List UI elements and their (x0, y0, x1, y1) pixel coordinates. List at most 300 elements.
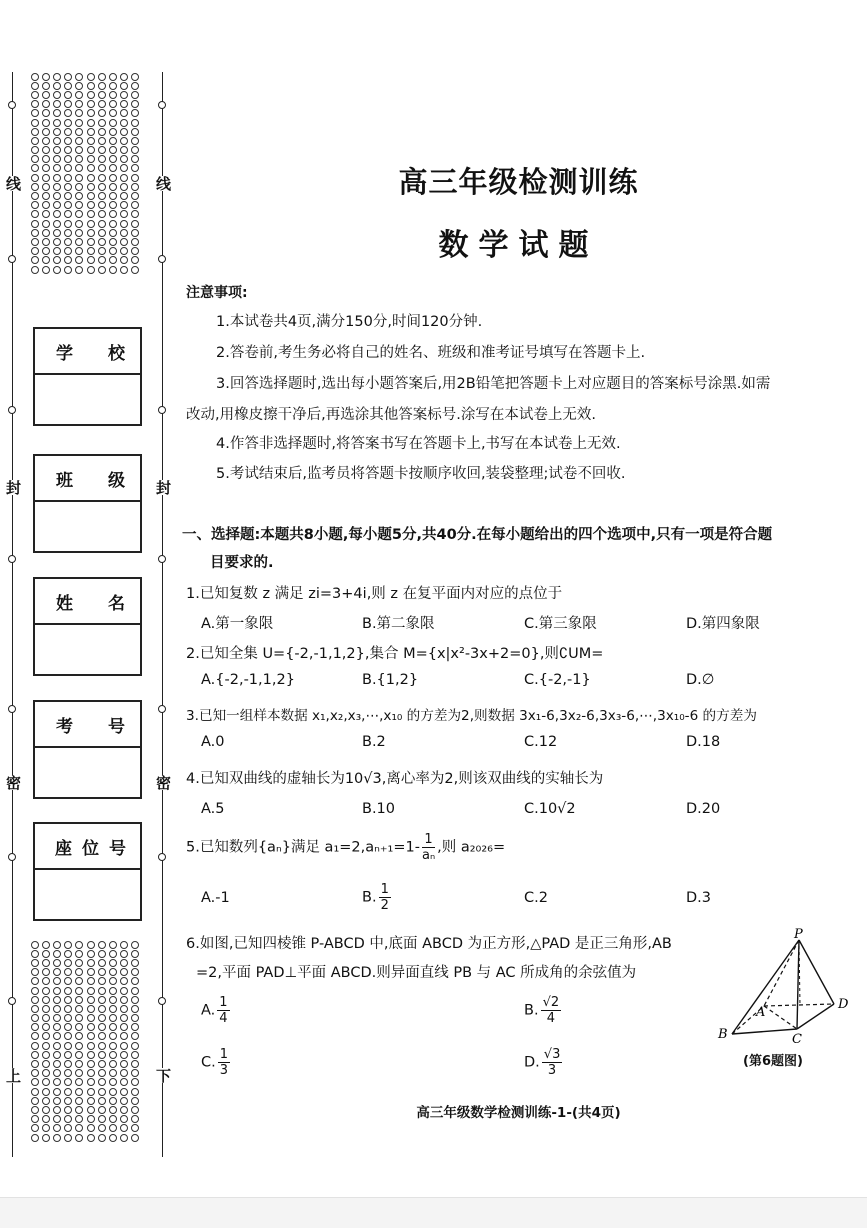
binding-ring (8, 853, 16, 861)
decorative-dot (75, 137, 83, 145)
decorative-dot (131, 1060, 139, 1068)
binding-ring (8, 705, 16, 713)
decorative-dot (42, 1023, 50, 1031)
decorative-dot (75, 950, 83, 958)
decorative-dot (53, 1032, 61, 1040)
decorative-dot (131, 266, 139, 274)
fraction-numerator: 1 (380, 882, 389, 897)
decorative-dot (98, 137, 106, 145)
decorative-dot (87, 1014, 95, 1022)
label-char: 校 (108, 343, 125, 364)
q2-option-c[interactable]: C.{-2,-1} (524, 672, 591, 688)
decorative-dot (87, 119, 95, 127)
decorative-dot (75, 1042, 83, 1050)
note-item: 4.作答非选择题时,将答案书写在答题卡上,书写在本试卷上无效. (216, 436, 621, 452)
q6-option-b[interactable] (524, 995, 563, 1026)
decorative-dot (131, 119, 139, 127)
decorative-dot (31, 210, 39, 218)
decorative-dot (87, 109, 95, 117)
binding-ring (158, 705, 166, 713)
decorative-dot (64, 977, 72, 985)
decorative-dot (75, 128, 83, 136)
decorative-dot (131, 109, 139, 117)
decorative-dot (87, 137, 95, 145)
decorative-dot (42, 210, 50, 218)
decorative-dot (42, 996, 50, 1004)
decorative-dot (31, 941, 39, 949)
decorative-dot (42, 82, 50, 90)
q4-option-c[interactable]: C.10√2 (524, 801, 576, 817)
class-field-box[interactable] (33, 454, 142, 553)
decorative-dot (98, 1069, 106, 1077)
q3-option-b[interactable]: B.2 (362, 734, 386, 750)
decorative-dot (120, 128, 128, 136)
decorative-dot (53, 82, 61, 90)
page-footer: 高三年级数学检测训练-1-(共4页) (416, 1105, 621, 1121)
decorative-dot (120, 959, 128, 967)
decorative-dot (64, 1069, 72, 1077)
decorative-dot (42, 941, 50, 949)
decorative-dot (42, 968, 50, 976)
decorative-dot (109, 146, 117, 154)
decorative-dot (120, 1014, 128, 1022)
decorative-dot (53, 1051, 61, 1059)
decorative-dot (31, 968, 39, 976)
decorative-dot (109, 1088, 117, 1096)
q2-option-a[interactable]: A.{-2,-1,1,2} (201, 672, 295, 688)
fraction-denominator: 2 (380, 898, 389, 913)
label-char: 座 (55, 838, 72, 859)
name-input-area[interactable] (35, 625, 140, 674)
decorative-dot (75, 266, 83, 274)
decorative-dot (87, 1088, 95, 1096)
decorative-dot (75, 109, 83, 117)
decorative-dot (87, 73, 95, 81)
q3-option-a[interactable]: A.0 (201, 734, 225, 750)
label-char: 级 (108, 470, 125, 491)
decorative-dot (64, 100, 72, 108)
note-item: 1.本试卷共4页,满分150分,时间120分钟. (216, 314, 483, 330)
decorative-dot (120, 91, 128, 99)
decorative-dot (120, 100, 128, 108)
decorative-dot (98, 1051, 106, 1059)
decorative-dot (87, 1051, 95, 1059)
decorative-dot (131, 146, 139, 154)
decorative-dot (31, 1060, 39, 1068)
decorative-dot (31, 1005, 39, 1013)
decorative-dot (98, 73, 106, 81)
decorative-dot (64, 987, 72, 995)
decorative-dot (53, 968, 61, 976)
binding-char: 线 (154, 176, 172, 191)
decorative-dot (98, 941, 106, 949)
binding-ring (8, 555, 16, 563)
decorative-dot (64, 1051, 72, 1059)
decorative-dot (87, 100, 95, 108)
decorative-dot (64, 1014, 72, 1022)
decorative-dot (64, 1042, 72, 1050)
decorative-dot (75, 1051, 83, 1059)
q6-option-c[interactable] (201, 1047, 232, 1078)
decorative-dot (120, 987, 128, 995)
decorative-dot (131, 968, 139, 976)
decorative-dot (131, 210, 139, 218)
exam-number-input-area[interactable] (35, 748, 140, 797)
decorative-dot (120, 941, 128, 949)
decorative-dot (98, 1134, 106, 1142)
decorative-dot (53, 1005, 61, 1013)
decorative-dot (75, 201, 83, 209)
decorative-dot (75, 91, 83, 99)
decorative-dot (109, 1060, 117, 1068)
binding-char: 线 (4, 176, 22, 191)
option-letter: D. (524, 1054, 540, 1071)
binding-ring (8, 997, 16, 1005)
page-subtitle: 数学试题 (438, 228, 599, 263)
decorative-dot (131, 1088, 139, 1096)
decorative-dot (31, 1124, 39, 1132)
decorative-dot (31, 109, 39, 117)
decorative-dot (120, 73, 128, 81)
binding-ring (158, 406, 166, 414)
decorative-dot (120, 1005, 128, 1013)
decorative-dot (42, 977, 50, 985)
decorative-dot (31, 987, 39, 995)
decorative-dot (31, 73, 39, 81)
decorative-dot (109, 987, 117, 995)
decorative-dot (87, 1032, 95, 1040)
q3-option-d[interactable]: D.18 (686, 734, 721, 750)
decorative-dot (131, 1124, 139, 1132)
q1-option-a[interactable]: A.第一象限 (201, 616, 274, 632)
label-char: 号 (109, 838, 126, 859)
q5-stem-part: ,则 a₂₀₂₆= (437, 839, 506, 856)
q5-stem-part: 5.已知数列{aₙ}满足 a₁=2,aₙ₊₁=1- (186, 839, 420, 856)
fraction-denominator: 4 (546, 1011, 555, 1026)
decorative-dot (98, 977, 106, 985)
decorative-dot (87, 91, 95, 99)
decorative-dot (75, 119, 83, 127)
decorative-dot (98, 109, 106, 117)
decorative-dot (42, 1060, 50, 1068)
decorative-dot (109, 996, 117, 1004)
decorative-dot (120, 1051, 128, 1059)
decorative-dot (53, 73, 61, 81)
q4-option-d[interactable]: D.20 (686, 801, 721, 817)
edge-PA (764, 940, 799, 1006)
decorative-dot (120, 1134, 128, 1142)
decorative-dot (87, 1042, 95, 1050)
decorative-dot (75, 100, 83, 108)
question-6-stem-line1: 6.如图,已知四棱锥 P-ABCD 中,底面 ABCD 为正方形,△PAD 是正三角形,AB (186, 936, 672, 952)
decorative-dot (64, 950, 72, 958)
q1-option-b[interactable]: B.第二象限 (362, 616, 435, 632)
decorative-dot (42, 266, 50, 274)
q3-option-c[interactable]: C.12 (524, 734, 558, 750)
decorative-dot (98, 1060, 106, 1068)
diagonal-AC (764, 1006, 797, 1029)
edge-AD (764, 1004, 834, 1006)
decorative-dot (87, 996, 95, 1004)
decorative-dot (53, 977, 61, 985)
label-char: 班 (56, 470, 73, 491)
exam-number-label (35, 702, 140, 748)
decorative-dot (31, 996, 39, 1004)
decorative-dot (87, 987, 95, 995)
decorative-dot (31, 100, 39, 108)
decorative-dot (64, 996, 72, 1004)
question-3-stem: 3.已知一组样本数据 x₁,x₂,x₃,⋯,x₁₀ 的方差为2,则数据 3x₁-6,3x₂-6,3x₃-6,⋯,3x₁₀-6 的方差为 (186, 708, 757, 724)
q5-option-d[interactable]: D.3 (686, 890, 711, 906)
decorative-dot (131, 1069, 139, 1077)
pyramid-figure (712, 926, 862, 1046)
decorative-dot (98, 146, 106, 154)
option-fraction (541, 995, 562, 1026)
decorative-dot (120, 1060, 128, 1068)
decorative-dot (53, 1078, 61, 1086)
decorative-dot (64, 941, 72, 949)
decorative-dot (42, 119, 50, 127)
decorative-dot (120, 82, 128, 90)
decorative-dot (75, 73, 83, 81)
school-input-area[interactable] (35, 375, 140, 424)
decorative-dot (131, 950, 139, 958)
decorative-dot (87, 128, 95, 136)
decorative-dot (53, 201, 61, 209)
decorative-dot (75, 968, 83, 976)
decorative-dot (53, 100, 61, 108)
decorative-dot (120, 119, 128, 127)
decorative-dot (42, 1051, 50, 1059)
decorative-dot (31, 1042, 39, 1050)
name-field-box[interactable] (33, 577, 142, 676)
decorative-dot (75, 996, 83, 1004)
decorative-dot (53, 1124, 61, 1132)
section-heading: 一、选择题:本题共8小题,每小题5分,共40分.在每小题给出的四个选项中,只有一项是符合题 (182, 527, 773, 543)
decorative-dot (87, 266, 95, 274)
decorative-dot (131, 1134, 139, 1142)
decorative-dot (75, 1023, 83, 1031)
decorative-dot (64, 146, 72, 154)
decorative-dot (98, 950, 106, 958)
decorative-dot (53, 959, 61, 967)
decorative-dot (87, 1078, 95, 1086)
fraction-numerator: 1 (424, 832, 433, 847)
decorative-dot (98, 1014, 106, 1022)
decorative-dot (131, 128, 139, 136)
decorative-dot (109, 1005, 117, 1013)
decorative-dot (120, 977, 128, 985)
option-fraction (379, 882, 391, 913)
decorative-dot (31, 119, 39, 127)
decorative-dot (64, 73, 72, 81)
decorative-dot (64, 119, 72, 127)
decorative-dot (98, 1042, 106, 1050)
decorative-dot (75, 1005, 83, 1013)
class-input-area[interactable] (35, 502, 140, 551)
seat-number-field-box[interactable] (33, 822, 142, 921)
decorative-dot (120, 968, 128, 976)
decorative-dot (109, 1051, 117, 1059)
seat-number-label (35, 824, 140, 870)
decorative-dot (31, 1078, 39, 1086)
question-6-stem-line2: =2,平面 PAD⊥平面 ABCD.则异面直线 PB 与 AC 所成角的余弦值为 (196, 965, 637, 981)
option-fraction (218, 1047, 230, 1078)
decorative-dot (64, 1088, 72, 1096)
decorative-dot (98, 1124, 106, 1132)
decorative-dot (131, 996, 139, 1004)
decorative-dot (42, 987, 50, 995)
decorative-dot (53, 109, 61, 117)
school-label (35, 329, 140, 375)
decorative-dot (64, 91, 72, 99)
decorative-dot (131, 1051, 139, 1059)
decorative-dot (53, 996, 61, 1004)
section-heading-cont: 目要求的. (210, 555, 274, 571)
binding-char: 密 (154, 775, 172, 790)
decorative-dot (31, 950, 39, 958)
decorative-dot (131, 959, 139, 967)
school-field-box[interactable] (33, 327, 142, 426)
decorative-dot (87, 941, 95, 949)
binding-ring (158, 555, 166, 563)
edge-PC (797, 940, 799, 1029)
decorative-dot (120, 146, 128, 154)
binding-ring (8, 101, 16, 109)
decorative-dot (75, 941, 83, 949)
decorative-dot (31, 91, 39, 99)
decorative-dot (31, 1032, 39, 1040)
label-char: 位 (82, 838, 99, 859)
decorative-dot (87, 82, 95, 90)
point-label-D: D (838, 997, 849, 1012)
decorative-dot (64, 201, 72, 209)
decorative-dot (120, 996, 128, 1004)
decorative-dot (98, 1032, 106, 1040)
decorative-dot (98, 1005, 106, 1013)
exam-number-field-box[interactable] (33, 700, 142, 799)
decorative-dot (131, 1078, 139, 1086)
decorative-dot (75, 987, 83, 995)
q6-option-d[interactable] (524, 1047, 564, 1078)
binding-ring (158, 101, 166, 109)
decorative-dot (87, 1023, 95, 1031)
decorative-dot (64, 128, 72, 136)
decorative-dot (87, 1069, 95, 1077)
decorative-dot (31, 1014, 39, 1022)
decorative-dot (120, 1032, 128, 1040)
q1-option-d[interactable]: D.第四象限 (686, 616, 760, 632)
edge-CD (797, 1004, 834, 1029)
decorative-dot (109, 119, 117, 127)
q4-option-a[interactable]: A.5 (201, 801, 225, 817)
fraction-denominator: 3 (547, 1063, 557, 1078)
option-fraction (217, 995, 229, 1026)
decorative-dot (64, 959, 72, 967)
decorative-dot (31, 1069, 39, 1077)
q5-option-c[interactable]: C.2 (524, 890, 548, 906)
decorative-dot (42, 1078, 50, 1086)
point-label-P: P (794, 927, 803, 942)
decorative-dot (42, 1014, 50, 1022)
decorative-dot (131, 137, 139, 145)
seat-number-input-area[interactable] (35, 870, 140, 919)
decorative-dot (53, 146, 61, 154)
decorative-dot (131, 1014, 139, 1022)
q5-option-a[interactable]: A.-1 (201, 890, 230, 906)
point-label-B: B (718, 1027, 728, 1042)
binding-ring (158, 853, 166, 861)
q2-option-d[interactable]: D.∅ (686, 672, 715, 688)
q1-option-c[interactable]: C.第三象限 (524, 616, 597, 632)
decorative-dot (131, 1032, 139, 1040)
decorative-dot (31, 1088, 39, 1096)
decorative-dot (109, 82, 117, 90)
decorative-dot (98, 82, 106, 90)
binding-char: 密 (4, 775, 22, 790)
q5-option-b[interactable] (362, 882, 393, 913)
decorative-dot (42, 1032, 50, 1040)
question-2-stem: 2.已知全集 U={-2,-1,1,2},集合 M={x|x²-3x+2=0},则∁UM= (186, 646, 604, 662)
decorative-dot (109, 1078, 117, 1086)
decorative-dot (42, 1069, 50, 1077)
decorative-dot (31, 1134, 39, 1142)
decorative-dot (87, 201, 95, 209)
fraction-numerator: √2 (542, 995, 560, 1010)
decorative-dot (98, 959, 106, 967)
point-label-C: C (792, 1032, 802, 1046)
decorative-dot (98, 266, 106, 274)
class-label (35, 456, 140, 502)
decorative-dot (64, 1060, 72, 1068)
decorative-dot (98, 119, 106, 127)
decorative-dot (131, 941, 139, 949)
label-char: 姓 (56, 593, 73, 614)
decorative-dot (53, 210, 61, 218)
page-bottom-edge (0, 1197, 867, 1228)
decorative-dot (109, 950, 117, 958)
binding-char: 上 (4, 1068, 22, 1083)
decorative-dot (131, 987, 139, 995)
decorative-dot (131, 91, 139, 99)
decorative-dot (53, 1023, 61, 1031)
decorative-dot (42, 146, 50, 154)
figure-caption: (第6题图) (743, 1054, 803, 1069)
decorative-dot (120, 1124, 128, 1132)
decorative-dot (87, 968, 95, 976)
q6-option-a[interactable] (201, 995, 232, 1026)
binding-char: 封 (4, 480, 22, 495)
decorative-dot (98, 91, 106, 99)
decorative-dot (53, 1014, 61, 1022)
decorative-dot (64, 1124, 72, 1132)
decorative-dot (87, 1060, 95, 1068)
decorative-dot (53, 1060, 61, 1068)
decorative-dot (53, 1069, 61, 1077)
decorative-dot (53, 1088, 61, 1096)
decorative-dot (109, 1032, 117, 1040)
fraction-numerator: 1 (219, 995, 228, 1010)
decorative-dot (31, 146, 39, 154)
decorative-dot (31, 201, 39, 209)
decorative-dot (98, 201, 106, 209)
decorative-dot (75, 1014, 83, 1022)
q4-option-b[interactable]: B.10 (362, 801, 396, 817)
fraction-numerator: 1 (219, 1047, 229, 1062)
note-item: 5.考试结束后,监考员将答题卡按顺序收回,装袋整理;试卷不回收. (216, 466, 626, 482)
q2-option-b[interactable]: B.{1,2} (362, 672, 419, 688)
decorative-dot (131, 201, 139, 209)
